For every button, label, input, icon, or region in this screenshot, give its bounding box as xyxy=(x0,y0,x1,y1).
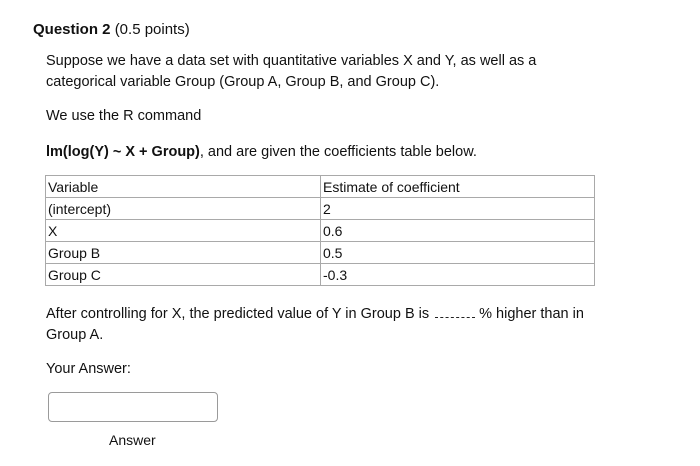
table-row xyxy=(46,220,595,242)
question-text-line-1: Suppose we have a data set with quantitative variables X and Y, as well as a xyxy=(46,53,537,69)
command-intro: We use the R command xyxy=(46,108,202,124)
table-row xyxy=(46,242,595,264)
answer-blank xyxy=(435,317,475,318)
table-cell-estimate: 0.5 xyxy=(321,242,595,264)
answer-input-caption: Answer xyxy=(109,432,156,448)
table-header-row xyxy=(46,176,595,198)
r-command: lm(log(Y) ~ X + Group) xyxy=(46,144,200,160)
question-text-line-2: categorical variable Group (Group A, Group B, and Group C). xyxy=(46,74,440,90)
table-header-variable: Variable xyxy=(46,176,321,198)
table-cell-estimate: 0.6 xyxy=(321,220,595,242)
table-cell-variable: Group C xyxy=(46,264,321,286)
your-answer-label: Your Answer: xyxy=(46,361,131,377)
table-cell-variable: X xyxy=(46,220,321,242)
prompt-text-after-blank: % higher than in xyxy=(479,306,584,322)
answer-input[interactable] xyxy=(48,392,218,422)
question-title: Question 2 xyxy=(33,21,111,38)
coefficients-table xyxy=(45,175,595,286)
table-cell-variable: (intercept) xyxy=(46,198,321,220)
table-cell-estimate: 2 xyxy=(321,198,595,220)
prompt-text-before-blank: After controlling for X, the predicted value of Y in Group B is xyxy=(46,306,430,322)
command-description: , and are given the coefficients table below. xyxy=(199,144,477,160)
table-row xyxy=(46,264,595,286)
question-text xyxy=(46,51,536,93)
fill-in-prompt xyxy=(46,304,584,346)
table-row xyxy=(46,198,595,220)
table-cell-variable: Group B xyxy=(46,242,321,264)
command-line xyxy=(46,142,477,163)
table-header-estimate: Estimate of coefficient xyxy=(321,176,595,198)
fill-in-prompt-line-2: Group A. xyxy=(46,327,104,343)
question-header xyxy=(33,20,190,40)
table-cell-estimate: -0.3 xyxy=(321,264,595,286)
question-points: (0.5 points) xyxy=(114,21,190,38)
fill-in-prompt-line-1 xyxy=(46,304,584,325)
